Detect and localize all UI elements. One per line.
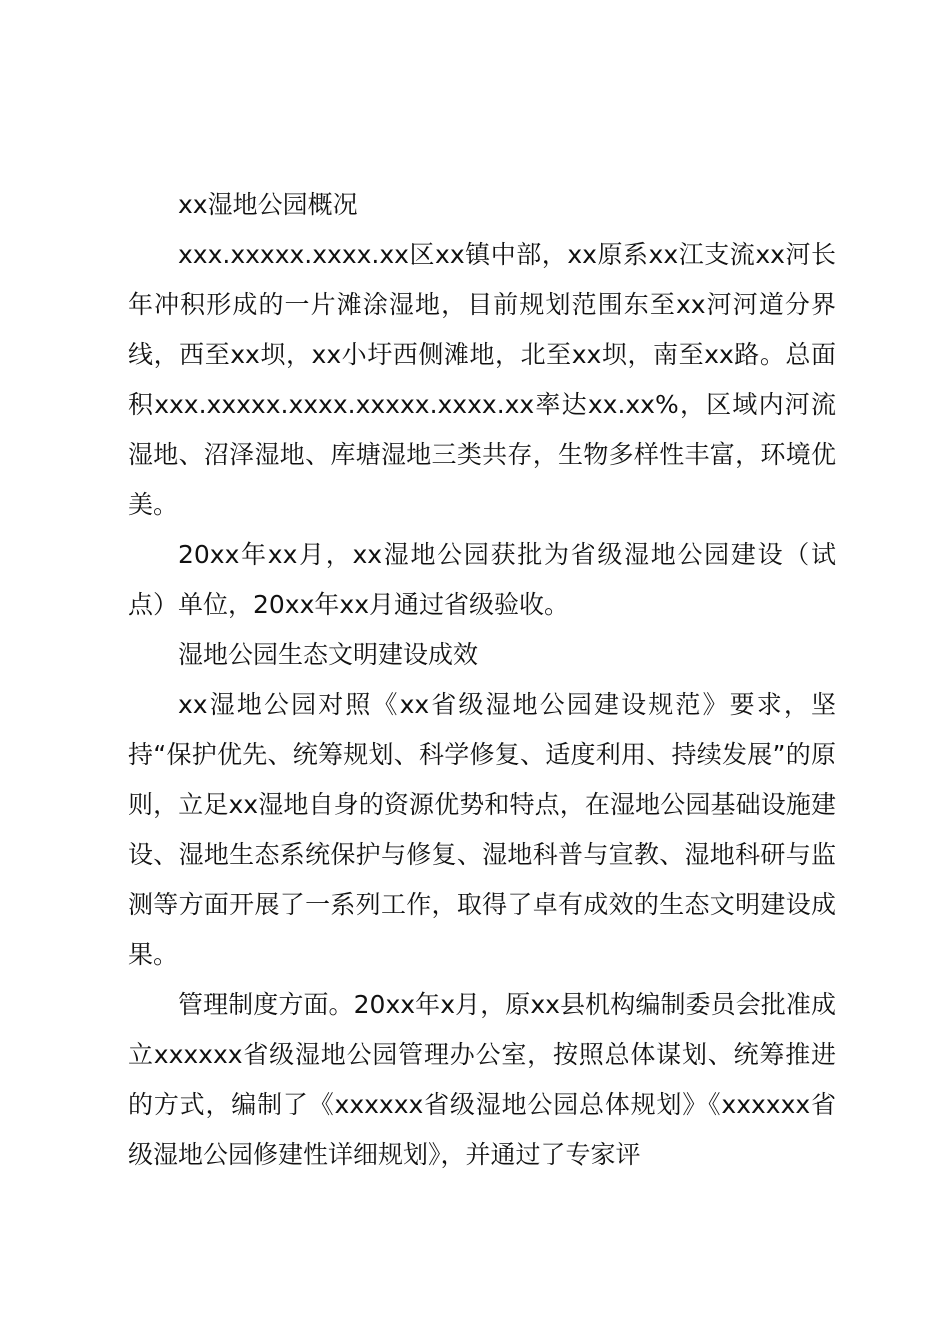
section-heading-overview: xx湿地公园概况 bbox=[178, 190, 358, 219]
paragraph-management: 管理制度方面。20xx年x月，原xx县机构编制委员会批准成立xxxxxx省级湿地公园管理办公室，按照总体谋划、统筹推进的方式，编制了《xxxxxx省级湿地公园总体规划》《xxxxxx省级湿地公园修建性详细规划》，并通过了专家评 bbox=[128, 990, 836, 1169]
section-heading-achievements: 湿地公园生态文明建设成效 bbox=[178, 640, 479, 669]
paragraph-achievements: xx湿地公园对照《xx省级湿地公园建设规范》要求，坚持“保护优先、统筹规划、科学修复、适度利用、持续发展”的原则，立足xx湿地自身的资源优势和特点，在湿地公园基础设施建设、湿地生态系统保护与修复、湿地科普与宣教、湿地科研与监测等方面开展了一系列工作，取得了卓有成效的生态文明建设成果。 bbox=[128, 690, 836, 969]
paragraph-location: xxx.xxxxx.xxxx.xx区xx镇中部，xx原系xx江支流xx河长年冲积形成的一片滩涂湿地，目前规划范围东至xx河河道分界线，西至xx坝，xx小圩西侧滩地，北至xx坝，南至xx路。总面积xxx.xxxxx.xxxx.xxxxx.xxxx.xx率达xx.xx%，区域内河流湿地、沼泽湿地、库塘湿地三类共存，生物多样性丰富，环境优美。 bbox=[128, 240, 836, 519]
paragraph-approval: 20xx年xx月，xx湿地公园获批为省级湿地公园建设（试点）单位，20xx年xx月通过省级验收。 bbox=[128, 540, 836, 619]
document-body bbox=[128, 180, 836, 1180]
